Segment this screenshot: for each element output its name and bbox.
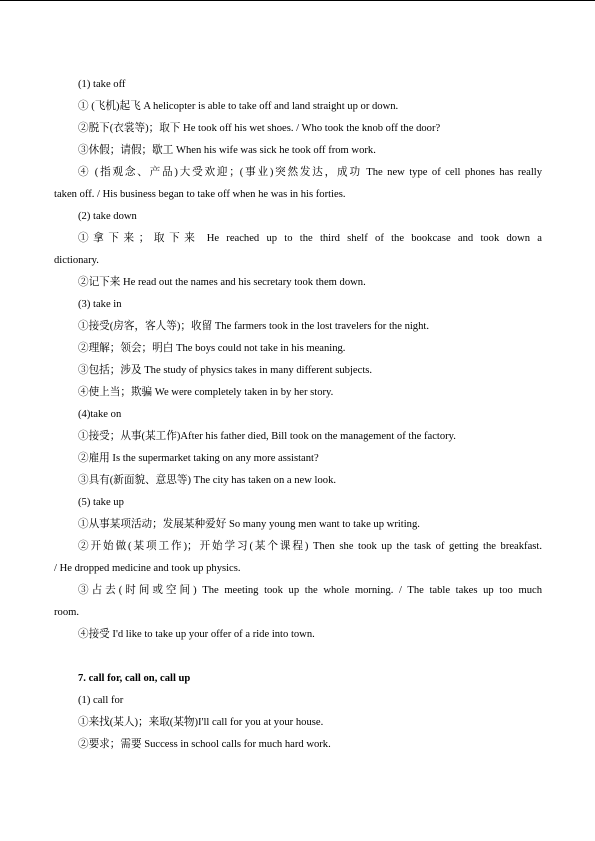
section-spacer (54, 646, 542, 668)
top-border-rule (0, 0, 595, 1)
definition-item: ②记下来 He read out the names and his secretary took them down. (78, 277, 366, 288)
definition-continuation: dictionary. (54, 255, 99, 266)
definition-item: ②脱下(衣裳等)；取下 He took off his wet shoes. / Who took the knob off the door? (78, 123, 441, 134)
definition-continuation: taken off. / His business began to take off when he was in his forties. (54, 189, 346, 200)
definition-item: ④接受 I'd like to take up your offer of a ride into town. (78, 629, 315, 640)
definition-item: ①接受(房客，客人等)；收留 The farmers took in the lost travelers for the night. (78, 321, 429, 332)
definition-item: ① (飞机)起飞 A helicopter is able to take off and land straight up or down. (78, 101, 399, 112)
definition-item: ②开始做(某项工作)；开始学习(某个课程) Then she took up the task of getting the breakfast. (78, 541, 542, 552)
subheading-take-in: (3) take in (78, 299, 122, 310)
definition-item: ③占去(时间或空间) The meeting took up the whole morning. / The table takes up too much (78, 585, 542, 596)
definition-item: ④ (指观念、产品)大受欢迎；(事业)突然发达，成功 The new type of cell phones has really (78, 167, 542, 178)
definition-item: ③具有(新面貌、意思等) The city has taken on a new look. (78, 475, 337, 486)
subheading-call-for: (1) call for (78, 695, 124, 706)
definition-item: ①来找(某人)；来取(某物)I'll call for you at your house. (78, 717, 324, 728)
document-body (54, 74, 542, 756)
definition-item: ②雇用 Is the supermarket taking on any more assistant? (78, 453, 319, 464)
definition-item: ②理解；领会；明白 The boys could not take in his meaning. (78, 343, 346, 354)
definition-item: ③休假；请假；歇工 When his wife was sick he took off from work. (78, 145, 376, 156)
definition-item: ④使上当；欺骗 We were completely taken in by her story. (78, 387, 334, 398)
definition-continuation: / He dropped medicine and took up physics. (54, 563, 241, 574)
definition-item: ②要求；需要 Success in school calls for much hard work. (78, 739, 331, 750)
subheading-take-off: (1) take off (78, 79, 126, 90)
definition-item: ①拿下来；取下来 He reached up to the third shelf of the bookcase and took down a (78, 233, 542, 244)
subheading-take-on: (4)take on (78, 409, 122, 420)
section-heading-call: 7. call for, call on, call up (78, 673, 191, 684)
subheading-take-up: (5) take up (78, 497, 124, 508)
definition-item: ①接受；从事(某工作)After his father died, Bill took on the management of the factory. (78, 431, 456, 442)
definition-item: ③包括；涉及 The study of physics takes in many different subjects. (78, 365, 373, 376)
definition-item: ①从事某项活动；发展某种爱好 So many young men want to take up writing. (78, 519, 420, 530)
definition-continuation: room. (54, 607, 80, 618)
subheading-take-down: (2) take down (78, 211, 137, 222)
